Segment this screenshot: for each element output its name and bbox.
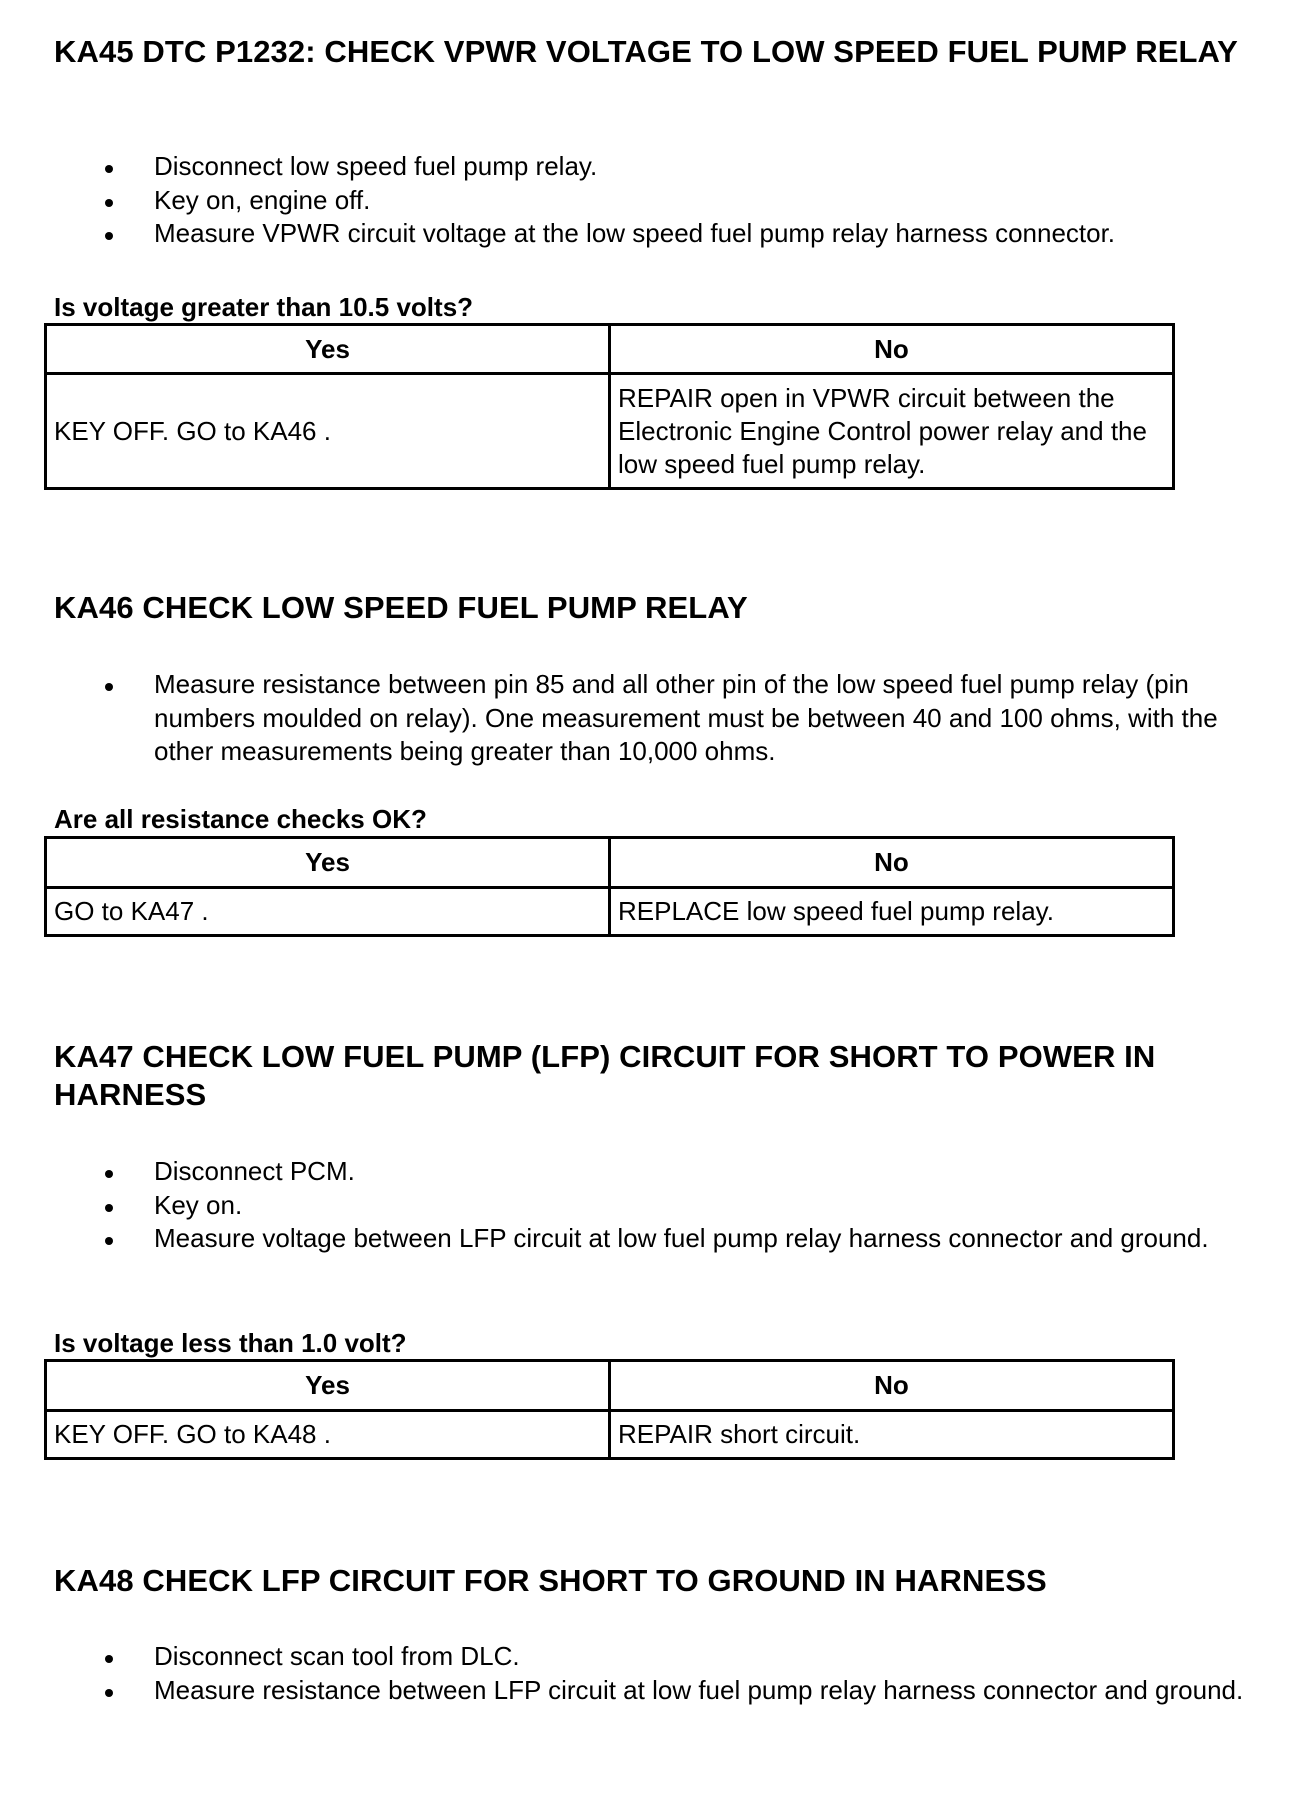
step-item (54, 1155, 1274, 1189)
section-ka45 (54, 33, 1274, 71)
section-ka46-steps (54, 668, 1274, 769)
bullet-icon (105, 199, 113, 207)
step-text: Key on. (154, 1189, 243, 1220)
no-header: No (610, 838, 1174, 888)
yes-header: Yes (46, 1361, 610, 1411)
section-ka48-steps (54, 1640, 1274, 1707)
yes-header: Yes (46, 325, 610, 374)
bullet-icon (105, 1237, 113, 1245)
step-item (54, 1674, 1274, 1708)
step-text: Measure resistance between pin 85 and all other pin of the low speed fuel pump relay (pin numbers moulded on relay). One measurement must be between 40 and 100 ohms, with the other measurements being greater than 10,000 ohms. (154, 669, 1218, 766)
section-ka46 (54, 589, 1274, 627)
bullet-icon (105, 683, 113, 691)
bullet-icon (105, 1689, 113, 1697)
decision-question: Is voltage greater than 10.5 volts? (54, 292, 474, 322)
section-ka47-question (54, 1328, 1274, 1358)
section-ka46-question (54, 804, 1274, 834)
step-list (54, 1155, 1274, 1256)
no-header: No (610, 325, 1174, 374)
section-heading: KA45 DTC P1232: CHECK VPWR VOLTAGE TO LOW SPEED FUEL PUMP RELAY (54, 34, 1238, 69)
step-list (54, 668, 1274, 769)
section-ka48 (54, 1562, 1274, 1600)
step-text: Measure VPWR circuit voltage at the low speed fuel pump relay harness connector. (154, 218, 1116, 248)
bullet-icon (105, 165, 113, 173)
step-list (54, 1640, 1274, 1707)
no-action: REPLACE low speed fuel pump relay. (610, 888, 1174, 936)
bullet-icon (105, 232, 113, 240)
step-item (54, 1640, 1274, 1674)
section-ka45-question (54, 292, 1274, 322)
yes-action: KEY OFF. GO to KA48 . (46, 1411, 610, 1459)
step-item (54, 217, 1274, 251)
step-item (54, 1189, 1274, 1223)
bullet-icon (105, 1655, 113, 1663)
decision-table-ka45 (44, 323, 1175, 490)
step-list (54, 150, 1274, 251)
step-text: Measure resistance between LFP circuit at low fuel pump relay harness connector and ground. (154, 1674, 1244, 1705)
yes-action: GO to KA47 . (46, 888, 610, 936)
section-heading: KA47 CHECK LOW FUEL PUMP (LFP) CIRCUIT FOR SHORT TO POWER IN HARNESS (54, 1039, 1156, 1112)
section-ka45-steps (54, 150, 1274, 251)
yes-action: KEY OFF. GO to KA46 . (46, 374, 610, 489)
decision-table-ka46 (44, 836, 1175, 937)
bullet-icon (105, 1170, 113, 1178)
step-text: Measure voltage between LFP circuit at low fuel pump relay harness connector and ground. (154, 1223, 1209, 1253)
step-item (54, 150, 1274, 184)
step-item (54, 184, 1274, 218)
bullet-icon (105, 1204, 113, 1212)
step-item (54, 1222, 1274, 1256)
yes-header: Yes (46, 838, 610, 888)
section-heading: KA48 CHECK LFP CIRCUIT FOR SHORT TO GROUND IN HARNESS (54, 1563, 1047, 1598)
decision-question: Are all resistance checks OK? (54, 804, 427, 834)
decision-question: Is voltage less than 1.0 volt? (54, 1328, 407, 1358)
step-text: Key on, engine off. (154, 184, 371, 215)
step-text: Disconnect scan tool from DLC. (154, 1641, 520, 1671)
section-heading: KA46 CHECK LOW SPEED FUEL PUMP RELAY (54, 590, 748, 625)
no-action: REPAIR short circuit. (610, 1411, 1174, 1459)
no-action: REPAIR open in VPWR circuit between the Electronic Engine Control power relay and the low speed fuel pump relay. (610, 374, 1174, 489)
step-text: Disconnect PCM. (154, 1156, 355, 1186)
section-ka47-steps (54, 1155, 1274, 1256)
section-ka47 (54, 1038, 1274, 1114)
no-header: No (610, 1361, 1174, 1411)
step-item (54, 668, 1274, 769)
step-text: Disconnect low speed fuel pump relay. (154, 151, 598, 181)
decision-table-ka47 (44, 1359, 1175, 1460)
